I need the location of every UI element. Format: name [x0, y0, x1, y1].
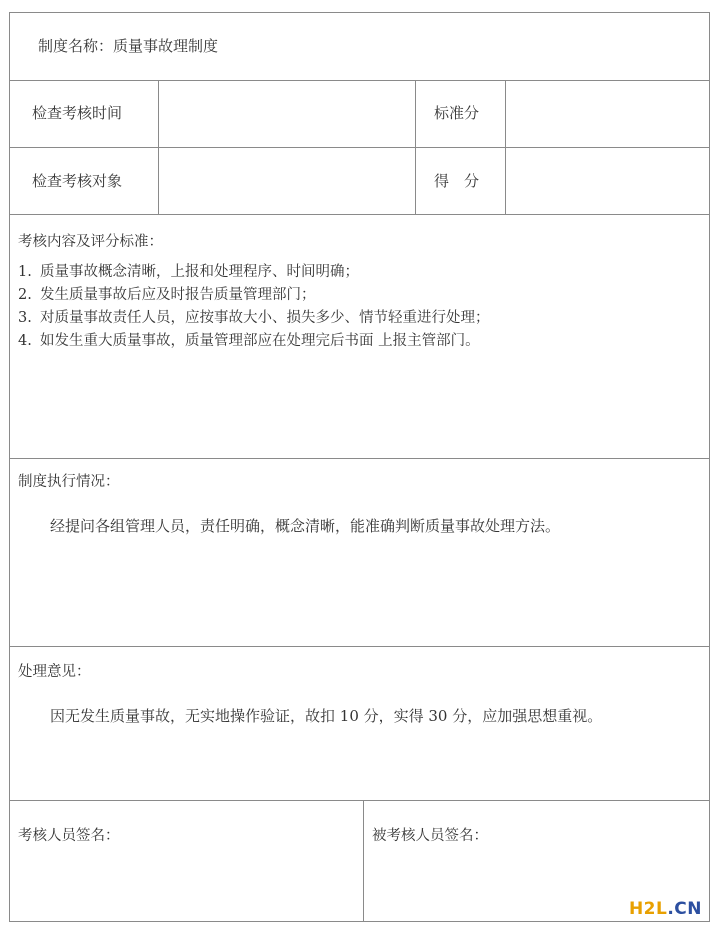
criteria-item: 1. 质量事故概念清晰，上报和处理程序、时间明确；: [18, 264, 359, 280]
opinion-text: 因无发生质量事故，无实地操作验证，故扣 10 分，实得 30 分，应加强思想重视。: [50, 707, 603, 725]
form-title: 制度名称：质量事故理制度: [38, 37, 219, 55]
execution-text: 经提问各组管理人员，责任明确，概念清晰，能准确判断质量事故处理方法。: [50, 517, 561, 535]
execution-section: [10, 459, 709, 647]
title-row: [10, 13, 709, 81]
examiner-signature-label: 考核人员签名：: [18, 828, 120, 844]
criteria-label: 考核内容及评分标准：: [18, 234, 163, 250]
check-target-row: [10, 148, 709, 215]
signature-row: [10, 801, 709, 921]
examinee-signature-label: 被考核人员签名：: [372, 828, 488, 844]
assessment-form: [9, 12, 710, 922]
check-target-label: 检查考核对象: [32, 172, 123, 190]
check-time-label: 检查考核时间: [32, 104, 123, 122]
criteria-item: 4. 如发生重大质量事故，质量管理部应在处理完后书面 上报主管部门。: [18, 333, 480, 349]
watermark-logo: H2L.CN: [628, 899, 702, 919]
criteria-section: [10, 215, 709, 459]
criteria-item: 2. 发生质量事故后应及时报告质量管理部门；: [18, 287, 316, 303]
opinion-label: 处理意见：: [18, 664, 91, 680]
execution-label: 制度执行情况：: [18, 474, 120, 490]
check-time-row: [10, 81, 709, 148]
standard-score-label: 标准分: [434, 104, 480, 122]
criteria-item: 3. 对质量事故责任人员，应按事故大小、损失多少、情节轻重进行处理；: [18, 310, 490, 326]
opinion-section: [10, 647, 709, 801]
score-label: 得 分: [434, 172, 480, 190]
